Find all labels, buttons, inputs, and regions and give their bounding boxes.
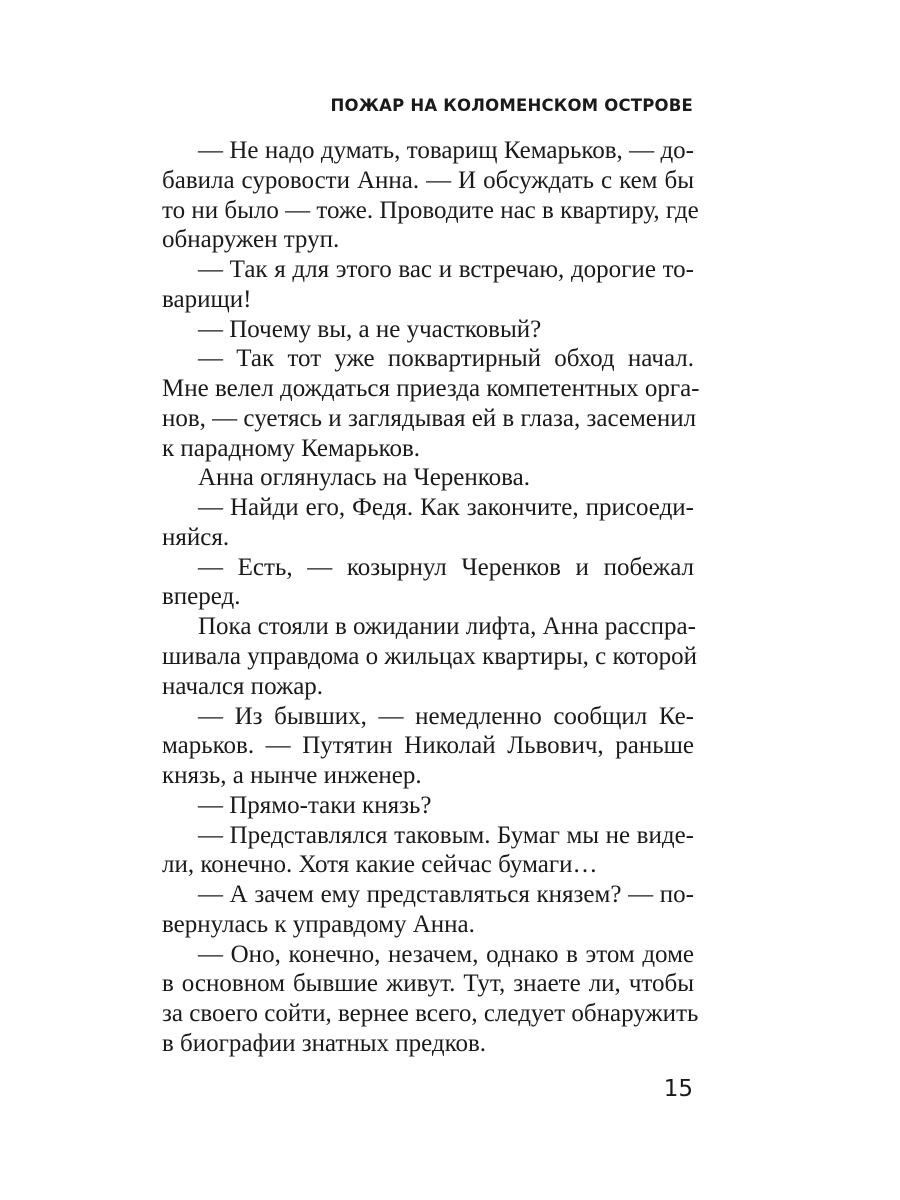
text-line: Мне велел дождаться приезда компетентных орга- [162, 375, 700, 403]
text-line: — Прямо-таки князь? [198, 791, 432, 819]
text-line: — А зачем ему представляться князем? — по- [198, 881, 694, 909]
text-line: в основном бывшие живут. Тут, знаете ли, чтобы [162, 970, 694, 998]
text-line: варищи! [162, 285, 252, 313]
text-line: вернулась к управдому Анна. [162, 910, 475, 938]
text-line: — Так я для этого вас и встречаю, дорогие то- [198, 256, 694, 284]
text-line: — Почему вы, а не участковый? [198, 315, 542, 343]
running-head: ПОЖАР НА КОЛОМЕНСКОМ ОСТРОВЕ [330, 96, 693, 115]
text-line: — Так тот уже поквартирный обход начал. [198, 345, 694, 373]
text-line: Пока стояли в ожидании лифта, Анна расспра- [198, 613, 696, 641]
text-line: бавила суровости Анна. — И обсуждать с кем бы [162, 166, 694, 194]
text-line: — Оно, конечно, незачем, однако в этом доме [198, 940, 694, 968]
text-line: обнаружен труп. [162, 226, 340, 254]
text-line: к парадному Кемарьков. [162, 434, 421, 462]
text-line: за своего сойти, вернее всего, следует обнаружить [162, 1000, 699, 1028]
text-line: няйся. [162, 523, 230, 551]
text-line: нов, — суетясь и заглядывая ей в глаза, засеменил [162, 404, 697, 432]
text-line: — Найди его, Федя. Как закончите, присоеди- [198, 494, 694, 522]
body-text [162, 136, 700, 1059]
text-line: в биографии знатных предков. [162, 1029, 487, 1057]
text-line: марьков. — Путятин Николай Львович, раньше [162, 732, 694, 760]
text-line: — Не надо думать, товарищ Кемарьков, — до- [198, 137, 694, 164]
text-line: — Из бывших, — немедленно сообщил Ке- [198, 702, 694, 730]
text-line: — Представлялся таковым. Бумаг мы не виде- [198, 821, 694, 849]
text-line: ли, конечно. Хотя какие сейчас бумаги… [162, 851, 598, 879]
text-line: шивала управдома о жильцах квартиры, с которой [162, 643, 697, 671]
text-line: вперед. [162, 583, 241, 611]
text-line: то ни было — тоже. Проводите нас в квартиру, где [162, 196, 699, 224]
text-line: князь, а нынче инженер. [162, 762, 422, 790]
text-line: начался пожар. [162, 672, 324, 700]
page-number: 15 [663, 1076, 693, 1102]
text-line: — Есть, — козырнул Черенков и побежал [198, 553, 694, 581]
text-line: Анна оглянулась на Черенкова. [198, 464, 530, 492]
